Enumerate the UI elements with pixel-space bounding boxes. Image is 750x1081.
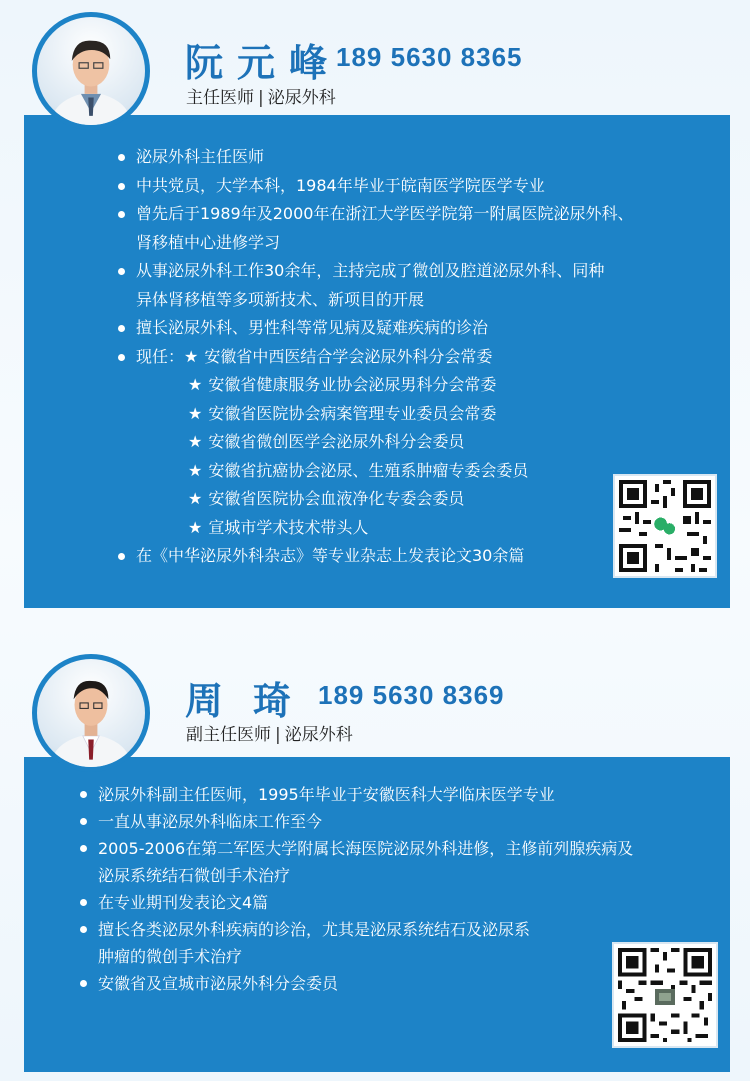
title-dept: 泌尿外科: [267, 88, 336, 108]
list-item: 安徽省及宣城市泌尿外科分会委员: [76, 970, 636, 997]
list-item: 擅长各类泌尿外科疾病的诊治，尤其是泌尿系统结石及泌尿系 肿瘤的微创手术治疗: [76, 916, 636, 970]
position-text: 安徽省中西医结合学会泌尿外科分会常委: [204, 346, 493, 366]
list-item: 曾先后于1989年及2000年在浙江大学医学院第一附属医院泌尿外科、 肾移植中心进修学习: [114, 200, 634, 257]
list-item: 一直从事泌尿外科临床工作至今: [76, 808, 636, 835]
doctor-card-2: [0, 640, 750, 1081]
doctor-1-phone: 189 5630 8365: [336, 42, 523, 72]
list-item: 泌尿外科主任医师: [114, 143, 634, 172]
doctor-2-avatar: [32, 654, 150, 772]
title-rank: 主任医师: [186, 88, 254, 108]
doctor-1-name: 阮元峰: [185, 40, 342, 85]
position-text: 安徽省抗癌协会泌尿、生殖系肿瘤专委会委员: [208, 460, 529, 480]
doctor-avatar-icon: [37, 659, 145, 767]
title-dept: 泌尿外科: [284, 725, 353, 745]
star-icon: ★: [188, 403, 203, 423]
doctor-1-avatar: [32, 12, 150, 130]
title-rank: 副主任医师: [186, 725, 271, 745]
qr-code-icon: [613, 474, 717, 578]
star-icon: ★: [188, 460, 203, 480]
doctor-avatar-icon: [37, 17, 145, 125]
positions-item: [114, 343, 634, 543]
doctor-2-name: 周琦: [185, 678, 322, 723]
position-text: 安徽省医院协会病案管理专业委员会常委: [208, 403, 497, 423]
title-separator: |: [258, 88, 264, 108]
list-item: 从事泌尿外科工作30余年，主持完成了微创及腔道泌尿外科、同种 异体肾移植等多项新技术、新项目的开展: [114, 257, 634, 314]
list-item: 在《中华泌尿外科杂志》等专业杂志上发表论文30余篇: [114, 542, 634, 571]
position-text: 安徽省健康服务业协会泌尿男科分会常委: [208, 375, 497, 394]
position-text: 安徽省医院协会血液净化专委会委员: [208, 489, 465, 508]
list-item: 擅长泌尿外科、男性科等常见病及疑难疾病的诊治: [114, 314, 634, 343]
star-icon: ★: [188, 489, 203, 508]
doctor-2-bullet-list: [76, 781, 636, 997]
doctor-2-phone: 189 5630 8369: [318, 680, 505, 710]
title-separator: |: [275, 725, 281, 745]
list-item: 中共党员，大学本科，1984年毕业于皖南医学院医学专业: [114, 172, 634, 201]
star-icon: ★: [188, 517, 203, 537]
list-item: 在专业期刊发表论文4篇: [76, 889, 636, 916]
star-icon: ★: [184, 346, 199, 366]
doctor-2-title: [186, 720, 353, 745]
list-item: 2005-2006在第二军医大学附属长海医院泌尿外科进修，主修前列腺疾病及 泌尿系统结石微创手术治疗: [76, 835, 636, 889]
star-icon: ★: [188, 375, 203, 394]
position-text: 安徽省微创医学会泌尿外科分会委员: [208, 432, 465, 451]
qr-code-icon: [612, 942, 718, 1048]
list-item: 泌尿外科副主任医师，1995年毕业于安徽医科大学临床医学专业: [76, 781, 636, 808]
position-text: 宣城市学术技术带头人: [208, 517, 369, 537]
positions-label: 现任：: [136, 346, 185, 366]
doctor-1-title: [186, 83, 336, 108]
star-icon: ★: [188, 432, 203, 451]
doctor-1-bullet-list: [114, 143, 634, 571]
